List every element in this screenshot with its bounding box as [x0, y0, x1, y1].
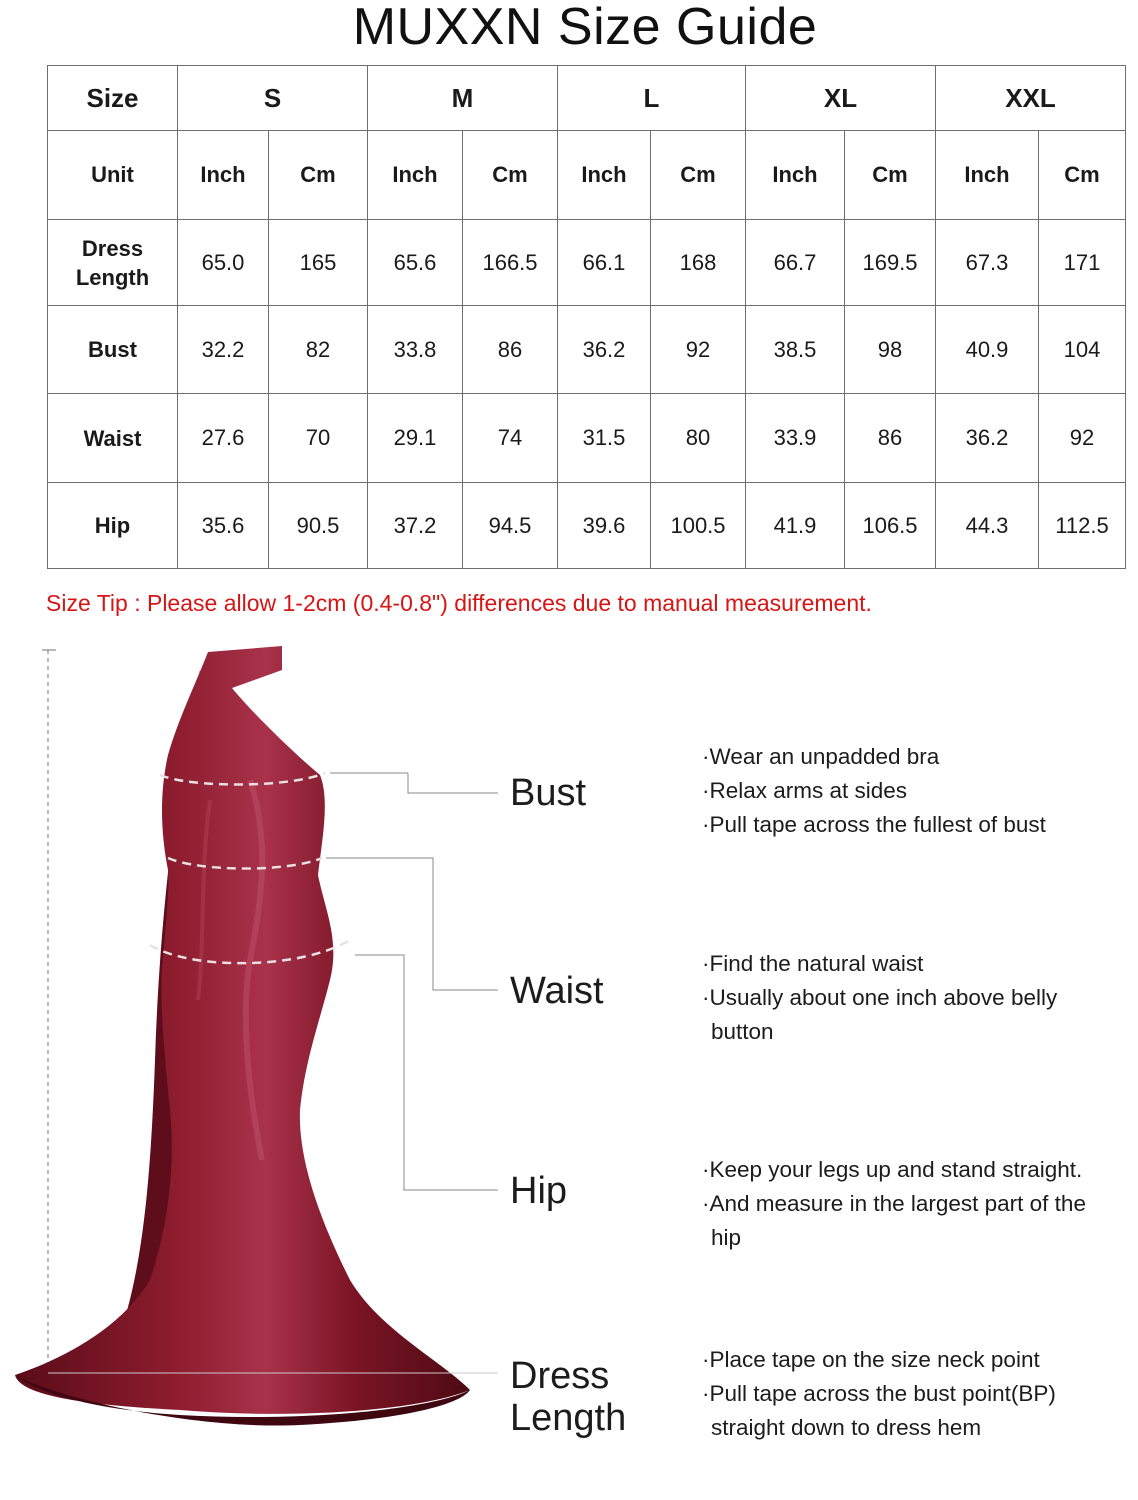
unit-cell: Cm — [651, 131, 746, 220]
value-cell: 74 — [463, 394, 558, 483]
value-cell: 36.2 — [936, 394, 1039, 483]
hip-tips — [702, 1153, 1086, 1255]
tip-line: ·Pull tape across the bust point(BP) — [702, 1381, 1056, 1406]
table-row — [48, 306, 1126, 394]
table-row — [48, 483, 1126, 569]
tip-line: ·Keep your legs up and stand straight. — [702, 1157, 1083, 1182]
value-cell: 171 — [1039, 220, 1126, 306]
value-cell: 80 — [651, 394, 746, 483]
value-cell: 29.1 — [368, 394, 463, 483]
hip-label: Hip — [510, 1170, 568, 1212]
size-xl-header: XL — [746, 66, 936, 131]
tip-line: ·And measure in the largest part of the — [702, 1191, 1086, 1216]
value-cell: 86 — [845, 394, 936, 483]
tip-line: ·Find the natural waist — [702, 951, 924, 976]
size-m-header: M — [368, 66, 558, 131]
waist-leader — [326, 858, 498, 990]
value-cell: 36.2 — [558, 306, 651, 394]
size-tip: Size Tip : Please allow 1-2cm (0.4-0.8") differences due to manual measurement. — [46, 590, 872, 616]
row-label-bust: Bust — [48, 306, 178, 394]
row-label-line: Length — [75, 264, 150, 290]
dress-body — [15, 646, 470, 1414]
value-cell: 92 — [1039, 394, 1126, 483]
row-label-line: Dress — [81, 235, 144, 261]
unit-cell: Cm — [845, 131, 936, 220]
value-cell: 100.5 — [651, 483, 746, 569]
value-cell: 44.3 — [936, 483, 1039, 569]
value-cell: 65.6 — [368, 220, 463, 306]
size-row — [48, 66, 1126, 131]
unit-header-cell: Unit — [48, 131, 178, 220]
tip-line: ·Relax arms at sides — [702, 778, 908, 803]
value-cell: 66.7 — [746, 220, 845, 306]
tip-line: ·Wear an unpadded bra — [702, 744, 940, 769]
label-line: Length — [510, 1397, 627, 1439]
unit-row — [48, 131, 1126, 220]
value-cell: 86 — [463, 306, 558, 394]
value-cell: 82 — [269, 306, 368, 394]
value-cell: 112.5 — [1039, 483, 1126, 569]
value-cell: 31.5 — [558, 394, 651, 483]
length-tips — [702, 1343, 1056, 1445]
value-cell: 37.2 — [368, 483, 463, 569]
value-cell: 70 — [269, 394, 368, 483]
value-cell: 92 — [651, 306, 746, 394]
value-cell: 66.1 — [558, 220, 651, 306]
value-cell: 38.5 — [746, 306, 845, 394]
value-cell: 94.5 — [463, 483, 558, 569]
value-cell: 169.5 — [845, 220, 936, 306]
unit-cell: Cm — [269, 131, 368, 220]
size-l-header: L — [558, 66, 746, 131]
waist-label: Waist — [510, 970, 604, 1012]
size-s-header: S — [178, 66, 368, 131]
page-title: MUXXN Size Guide — [352, 0, 818, 56]
dress-length-label — [510, 1355, 626, 1439]
value-cell: 41.9 — [746, 483, 845, 569]
value-cell: 39.6 — [558, 483, 651, 569]
tip-line: hip — [711, 1225, 742, 1250]
value-cell: 33.9 — [746, 394, 845, 483]
tip-line: ·Place tape on the size neck point — [702, 1347, 1040, 1372]
value-cell: 40.9 — [936, 306, 1039, 394]
table-row — [48, 394, 1126, 483]
unit-cell: Inch — [936, 131, 1039, 220]
unit-cell: Inch — [368, 131, 463, 220]
tip-line: straight down to dress hem — [711, 1415, 982, 1440]
value-cell: 33.8 — [368, 306, 463, 394]
tip-line: button — [711, 1019, 774, 1044]
value-cell: 98 — [845, 306, 936, 394]
bust-tips — [702, 740, 1046, 842]
value-cell: 168 — [651, 220, 746, 306]
tip-line: ·Pull tape across the fullest of bust — [702, 812, 1046, 837]
unit-cell: Cm — [1039, 131, 1126, 220]
dress-illustration — [0, 640, 520, 1500]
value-cell: 27.6 — [178, 394, 269, 483]
bust-leader — [408, 773, 498, 793]
size-table — [47, 65, 1126, 569]
value-cell: 165 — [269, 220, 368, 306]
row-label-hip: Hip — [48, 483, 178, 569]
value-cell: 106.5 — [845, 483, 936, 569]
waist-tips — [702, 947, 1057, 1049]
unit-cell: Cm — [463, 131, 558, 220]
unit-cell: Inch — [558, 131, 651, 220]
label-line: Dress — [510, 1355, 610, 1397]
value-cell: 65.0 — [178, 220, 269, 306]
value-cell: 166.5 — [463, 220, 558, 306]
tip-line: ·Usually about one inch above belly — [702, 985, 1058, 1010]
row-label-dress-length — [48, 220, 178, 306]
table-row — [48, 220, 1126, 306]
size-header-cell: Size — [48, 66, 178, 131]
value-cell: 67.3 — [936, 220, 1039, 306]
value-cell: 35.6 — [178, 483, 269, 569]
unit-cell: Inch — [178, 131, 269, 220]
bust-label: Bust — [510, 772, 587, 814]
row-label-waist: Waist — [48, 394, 178, 483]
value-cell: 104 — [1039, 306, 1126, 394]
value-cell: 32.2 — [178, 306, 269, 394]
size-xxl-header: XXL — [936, 66, 1126, 131]
value-cell: 90.5 — [269, 483, 368, 569]
unit-cell: Inch — [746, 131, 845, 220]
